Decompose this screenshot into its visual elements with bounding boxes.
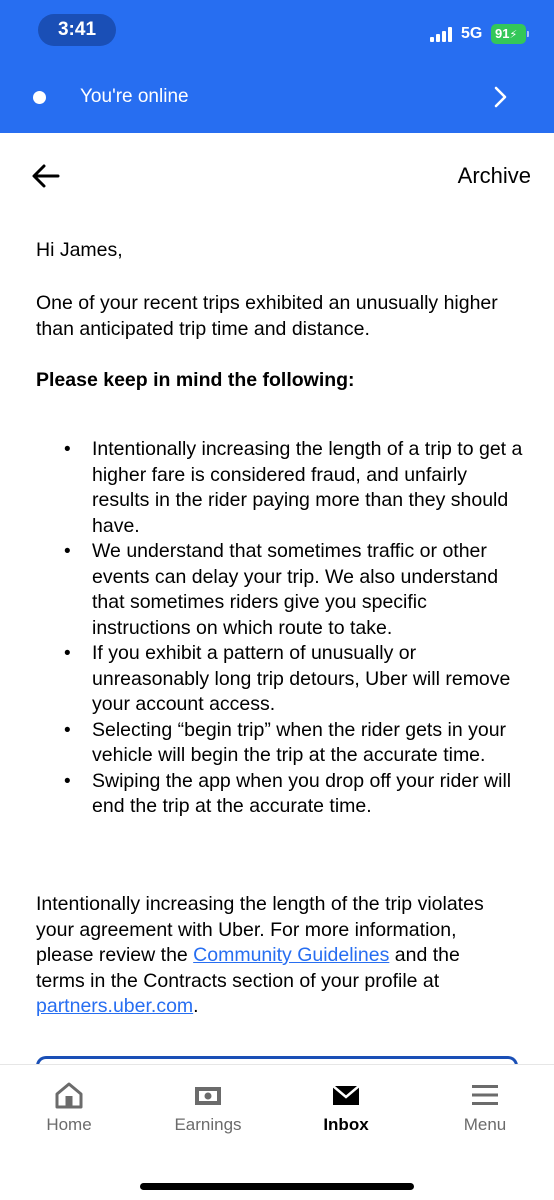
tab-home-label: Home xyxy=(46,1115,92,1134)
back-arrow-icon[interactable] xyxy=(30,160,62,192)
tab-inbox-label: Inbox xyxy=(323,1115,369,1134)
message-greeting: Hi James, xyxy=(36,239,123,261)
tab-home[interactable] xyxy=(14,1065,124,1155)
status-bar xyxy=(0,0,554,60)
closing-text-2: and the terms in the Contracts section of your profile at xyxy=(36,944,460,992)
tab-inbox[interactable] xyxy=(291,1065,401,1155)
battery-level: 91 xyxy=(495,26,510,41)
community-guidelines-link[interactable]: Community Guidelines xyxy=(193,944,390,966)
tab-menu[interactable] xyxy=(430,1065,540,1155)
list-item: • If you exhibit a pattern of unusually or unreasonably long trip detours, Uber will remove your account access. xyxy=(36,641,526,718)
list-item: • We understand that sometimes traffic or other events can delay your trip. We also understand that sometimes riders give you specific instructions on which route to take. xyxy=(36,539,526,641)
message-nav xyxy=(0,150,554,204)
list-item: • Intentionally increasing the length of a trip to get a higher fare is considered fraud, and unfairly results in the rider paying more than they should have. xyxy=(36,437,526,539)
battery-icon: 91⚡ xyxy=(491,24,526,44)
hamburger-icon xyxy=(470,1081,500,1109)
tab-earnings-label: Earnings xyxy=(174,1115,242,1134)
online-dot-icon xyxy=(33,91,46,104)
tab-earnings[interactable] xyxy=(153,1065,263,1155)
online-status-banner[interactable] xyxy=(0,68,554,126)
online-status-text: You're online xyxy=(80,86,189,107)
list-item: • Swiping the app when you drop off your rider will end the trip at the accurate time. xyxy=(36,769,526,820)
status-time: 3:41 xyxy=(38,14,116,46)
archive-button[interactable]: Archive xyxy=(457,163,531,188)
message-closing xyxy=(36,892,506,1020)
chevron-right-icon xyxy=(490,84,510,110)
bottom-tab-bar xyxy=(0,1064,554,1200)
envelope-icon xyxy=(331,1081,361,1109)
wallet-icon xyxy=(193,1081,223,1109)
network-type: 5G xyxy=(461,25,483,42)
closing-text-1: Intentionally increasing the length of the trip violates your agreement with Uber. For more information, please review the xyxy=(36,893,484,966)
signal-icon xyxy=(430,26,456,42)
tab-menu-label: Menu xyxy=(463,1115,507,1134)
home-icon xyxy=(54,1081,84,1109)
guidelines-list xyxy=(36,437,526,820)
top-header xyxy=(0,0,554,133)
list-item: • Selecting “begin trip” when the rider gets in your vehicle will begin the trip at the accurate time. xyxy=(36,718,526,769)
partners-link[interactable]: partners.uber.com xyxy=(36,995,194,1017)
closing-text-3: . xyxy=(193,995,199,1017)
message-keep-in-mind: Please keep in mind the following: xyxy=(36,369,355,391)
message-intro: One of your recent trips exhibited an unusually higher than anticipated trip time and distance. xyxy=(36,292,498,340)
home-indicator xyxy=(140,1183,414,1190)
